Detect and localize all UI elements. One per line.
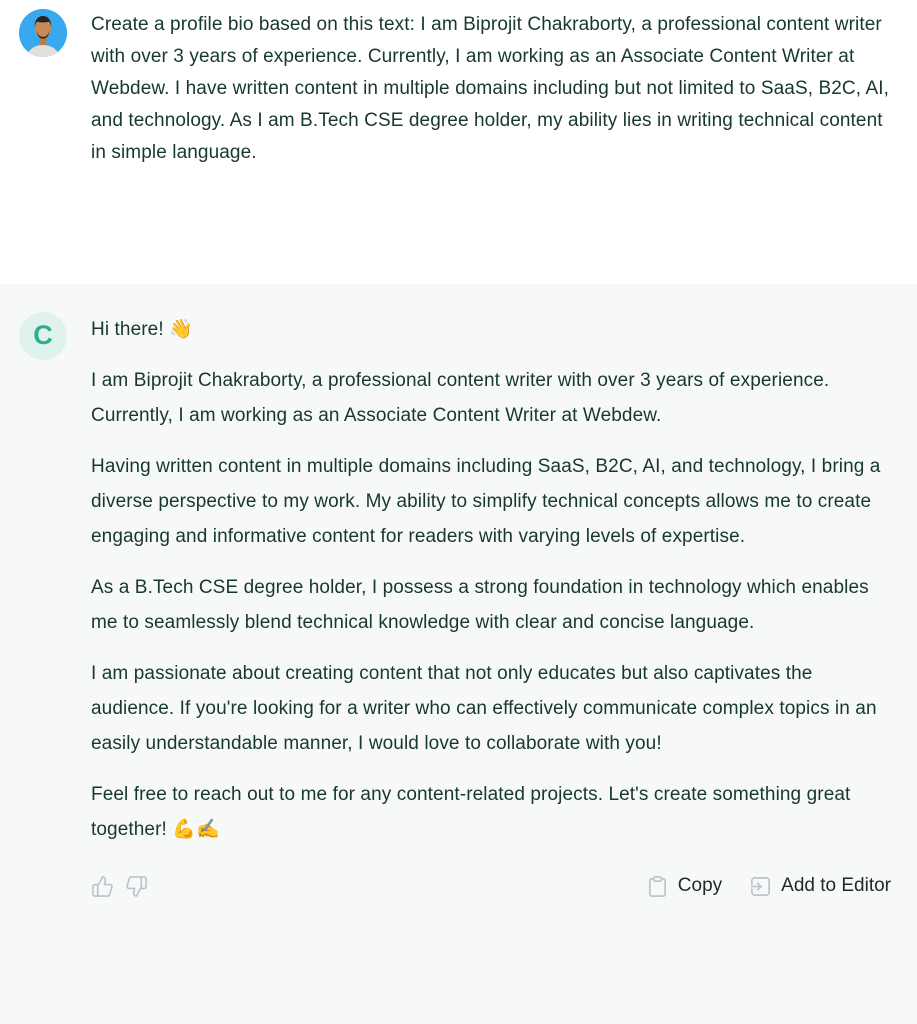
copy-button[interactable] bbox=[646, 875, 722, 898]
thumbs-up-button[interactable] bbox=[91, 875, 114, 898]
assistant-avatar-letter: C bbox=[33, 319, 53, 350]
user-photo bbox=[19, 9, 67, 57]
assistant-message bbox=[0, 284, 917, 1024]
assistant-paragraph: I am Biprojit Chakraborty, a professional content writer with over 3 years of experience. Currently, I am working as an Associate Content Writer at Webdew. bbox=[91, 370, 830, 426]
add-to-editor-label: Add to Editor bbox=[781, 875, 891, 896]
assistant-paragraph: I am passionate about creating content that not only educates but also captivates the audience. If you're looking for a writer who can effectively communicate complex topics in an easily understandable manner, I would love to collaborate with you! bbox=[91, 663, 877, 754]
add-to-editor-button[interactable] bbox=[749, 875, 891, 898]
user-message-text: Create a profile bio based on this text: I am Biprojit Chakraborty, a professional content writer with over 3 years of experience. Currently, I am working as an Associate Content Writer at Webdew. I have written content in multiple domains including but not limited to SaaS, B2C, AI, and technology. As I am B.Tech CSE degree holder, my ability lies in writing technical content in simple language. bbox=[91, 14, 889, 163]
assistant-paragraph: Having written content in multiple domains including SaaS, B2C, AI, and technology, I bring a diverse perspective to my work. My ability to simplify technical concepts allows me to create engaging and informative content for readers with varying levels of expertise. bbox=[91, 456, 881, 547]
right-actions bbox=[646, 875, 891, 898]
message-actions bbox=[91, 863, 891, 909]
thumbs-up-icon bbox=[91, 875, 114, 898]
thumbs-down-icon bbox=[125, 875, 148, 898]
assistant-paragraph: As a B.Tech CSE degree holder, I possess a strong foundation in technology which enables me to seamlessly blend technical knowledge with clear and concise language. bbox=[91, 577, 869, 633]
assistant-paragraph: Feel free to reach out to me for any content-related projects. Let's create something great together! 💪✍️ bbox=[91, 784, 851, 840]
clipboard-icon bbox=[646, 875, 669, 898]
assistant-greeting: Hi there! 👋 bbox=[91, 319, 193, 340]
add-to-editor-icon bbox=[749, 875, 772, 898]
thumbs-down-button[interactable] bbox=[125, 875, 148, 898]
user-message bbox=[0, 0, 917, 284]
copy-label: Copy bbox=[677, 875, 723, 896]
assistant-avatar bbox=[19, 312, 67, 360]
user-avatar bbox=[19, 9, 67, 57]
